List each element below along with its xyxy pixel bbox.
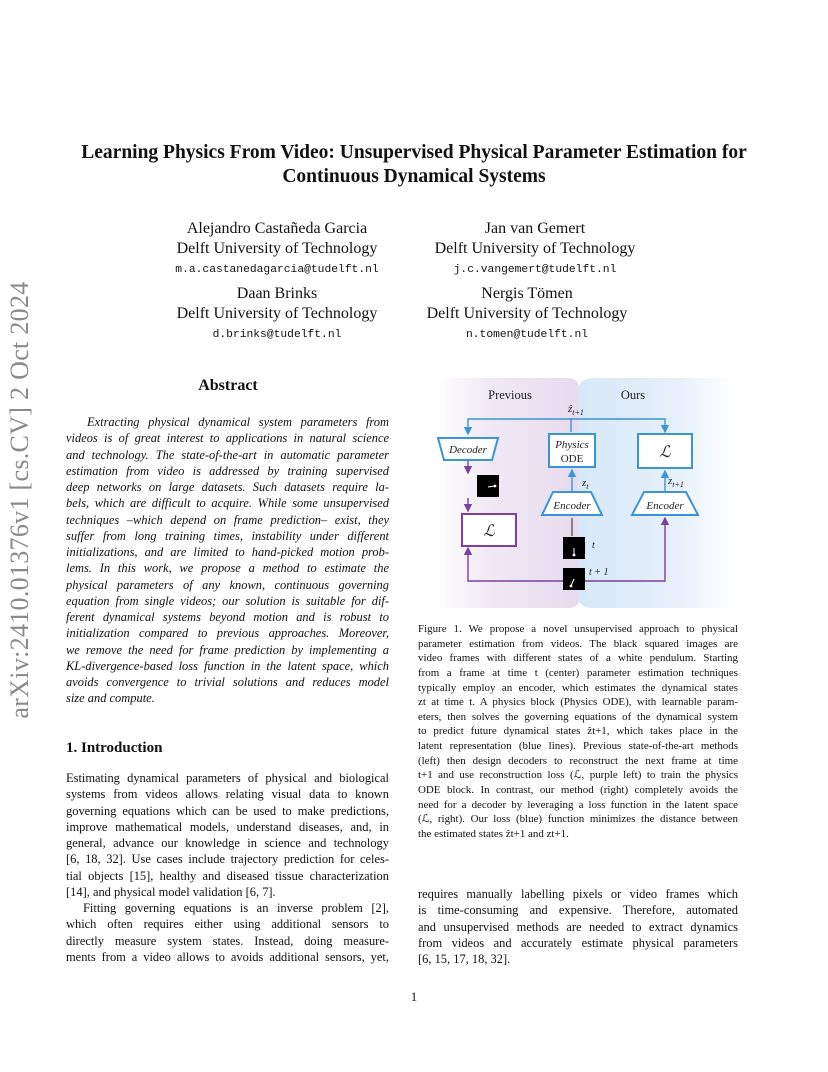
intro-line: improve mathematical models, understand diseases, and, in [66, 819, 389, 834]
body-line: and unsupervised methods are needed to extract dynamics [418, 919, 738, 934]
intro-line: directly measure system states. Instead, doing measure- [66, 933, 389, 948]
paper-title [60, 141, 768, 189]
caption-line: zt at time t. A physics block (Physics ODE), with learnable param- [418, 696, 738, 709]
caption-line: to predict future dynamical states ẑt+1, which takes place in the [418, 725, 738, 738]
ode-label: ODE [560, 453, 584, 465]
abstract-line: ferent dynamical systems beyond motion and is robust to [66, 610, 389, 624]
author-email[interactable]: d.brinks@tudelft.nl [212, 329, 342, 341]
intro-line: [14], and physical model validation [6, 7]. [66, 884, 276, 899]
zt1-label: $z_{t+1}$ [668, 475, 684, 489]
caption-line: Figure 1. We propose a novel unsupervised approach to physical [418, 623, 738, 635]
author-block-3 [150, 284, 404, 343]
intro-body [66, 770, 389, 965]
author-block-1 [150, 219, 404, 278]
author-affiliation: Delft University of Technology [176, 305, 378, 322]
encoder-center-label: Encoder [553, 500, 591, 512]
caption-line: need for a decoder by leveraging a loss function in the latent space [418, 798, 738, 811]
body-line: from videos and accurately estimate physical parameters [418, 935, 738, 950]
abstract-line: suffer from long training times, instability under different [66, 528, 389, 543]
caption-line: eters, then solves the governing equations of the dynamical system [418, 710, 738, 723]
frame-t1-pendulum-bob [570, 585, 573, 588]
author-name: Alejandro Castañeda Garcia [186, 220, 368, 237]
abstract-line: videos is of great interest to applications in natural science [66, 431, 389, 446]
section-heading-introduction: 1. Introduction [66, 740, 163, 756]
author-name: Jan van Gemert [484, 220, 586, 237]
author-block-2 [408, 219, 662, 278]
author-email[interactable]: m.a.castanedagarcia@tudelft.nl [175, 264, 379, 276]
zhat-label: ẑ$_{t+1}$ [568, 403, 584, 417]
t1-label: t + 1 [589, 567, 609, 578]
abstract-line: size and compute. [66, 691, 155, 706]
abstract-line: and technology. The state-of-the-art in automatic parameter [66, 447, 389, 462]
intro-line: governing equations which can be used to make predictions, [66, 803, 389, 818]
abstract-line: initializations, and are limited to hand-picked motion prob- [66, 545, 389, 559]
intro-line: which often requires either using additional sensors to [66, 917, 389, 932]
predicted-pendulum-bob [494, 485, 497, 488]
abstract-line: equation from single videos; our solution is suitable for dif- [66, 593, 389, 608]
author-affiliation: Delft University of Technology [426, 305, 628, 322]
t-label: t [592, 540, 595, 551]
author-name: Daan Brinks [236, 285, 318, 302]
abstract-line: bels, which are difficult to acquire. While some unsupervised [66, 496, 389, 511]
title-line-1: Learning Physics From Video: Unsupervised Physical Parameter Estimation for [81, 142, 747, 163]
caption-line: parameter estimation from videos. The black squared images are [418, 637, 738, 650]
frame-t-pendulum-bob [573, 554, 576, 557]
body-line: requires manually labelling pixels or video frames which [418, 887, 738, 901]
caption-line: ODE block. In contrast, our method (right) completely avoids the [418, 783, 738, 796]
abstract-body [66, 414, 389, 707]
loss-symbol-right: ℒ [659, 444, 671, 461]
intro-line: systems from videos allows relating visual data to known [66, 787, 389, 802]
abstract-line: we remove the need for frame prediction by implementing a [66, 642, 389, 657]
figure-1-diagram [428, 378, 740, 610]
abstract-line: lems. In this work, we propose a method to estimate the [66, 561, 389, 576]
abstract-line: deep networks on large datasets. Such datasets require la- [66, 480, 389, 494]
abstract-line: Extracting physical dynamical system parameters from [87, 415, 389, 429]
label-previous: Previous [488, 388, 532, 402]
author-affiliation: Delft University of Technology [434, 240, 636, 257]
intro-line: Fitting governing equations is an inverse problem [2], [83, 901, 389, 915]
label-ours: Ours [620, 388, 646, 402]
caption-line: typically employ an encoder, which estimates the dynamical states [418, 681, 738, 694]
body-line: is time-consuming and expensive. Therefore, automated [418, 903, 738, 918]
arxiv-watermark: arXiv:2410.01376v1 [cs.CV] 2 Oct 2024 [5, 281, 34, 719]
abstract-heading: Abstract [198, 377, 258, 394]
decoder-label: Decoder [449, 444, 487, 456]
caption-line: the estimated states ẑt+1 and zt+1. [418, 827, 569, 840]
abstract-line: initialization compared to previous approaches. Moreover, [66, 626, 389, 641]
intro-line: ments from a video allows to avoids additional sensors, yet, [66, 949, 389, 964]
right-column-body [418, 886, 738, 967]
caption-line: latent representation (blue lines). Previous state-of-the-art methods [418, 740, 738, 752]
body-line: [6, 15, 17, 18, 32]. [418, 952, 511, 966]
abstract-line: physical parameters of any known, continuous governing [66, 577, 389, 592]
author-email[interactable]: n.tomen@tudelft.nl [465, 329, 589, 341]
abstract-line: estimation from video is addressed by training supervised [66, 463, 389, 478]
abstract-line: KL-divergence-based loss function in the latent space, which [66, 658, 389, 673]
caption-line: (left) then design decoders to reconstruct the next frame at time [418, 754, 738, 767]
abstract-line: avoids convergence to trivial solutions and reduces model [66, 675, 389, 689]
page-number: 1 [410, 990, 418, 1004]
caption-line: video frames with different states of a white pendulum. Starting [418, 652, 738, 665]
intro-line: Estimating dynamical parameters of physical and biological [66, 771, 389, 785]
author-name: Nergis Tömen [481, 285, 573, 302]
abstract-line: techniques –which depend on frame prediction– exist, they [66, 512, 389, 527]
caption-line: (ℒ, right). Our loss (blue) function minimizes the distance between [418, 813, 738, 826]
intro-line: [6, 18, 32]. Use cases include trajectory prediction for celes- [66, 852, 389, 867]
intro-line: general, advance our knowledge in science and technology [66, 836, 389, 850]
author-affiliation: Delft University of Technology [176, 240, 378, 257]
encoder-right-label: Encoder [646, 500, 684, 512]
physics-label: Physics [555, 439, 589, 451]
author-email[interactable]: j.c.vangemert@tudelft.nl [453, 264, 617, 276]
author-block-4 [400, 284, 654, 343]
zt-label: $z_t$ [582, 477, 589, 491]
caption-line: from a frame at time t (center) parameter estimation techniques [418, 666, 738, 679]
title-line-2: Continuous Dynamical Systems [282, 166, 546, 187]
figure-1-caption [418, 622, 738, 841]
caption-line: t+1 and use reconstruction loss (ℒ, purple left) to train the physics [418, 769, 738, 782]
intro-line: tial objects [15], healthy and diseased tissue characterization [66, 868, 389, 883]
loss-symbol-left: ℒ [483, 523, 495, 540]
